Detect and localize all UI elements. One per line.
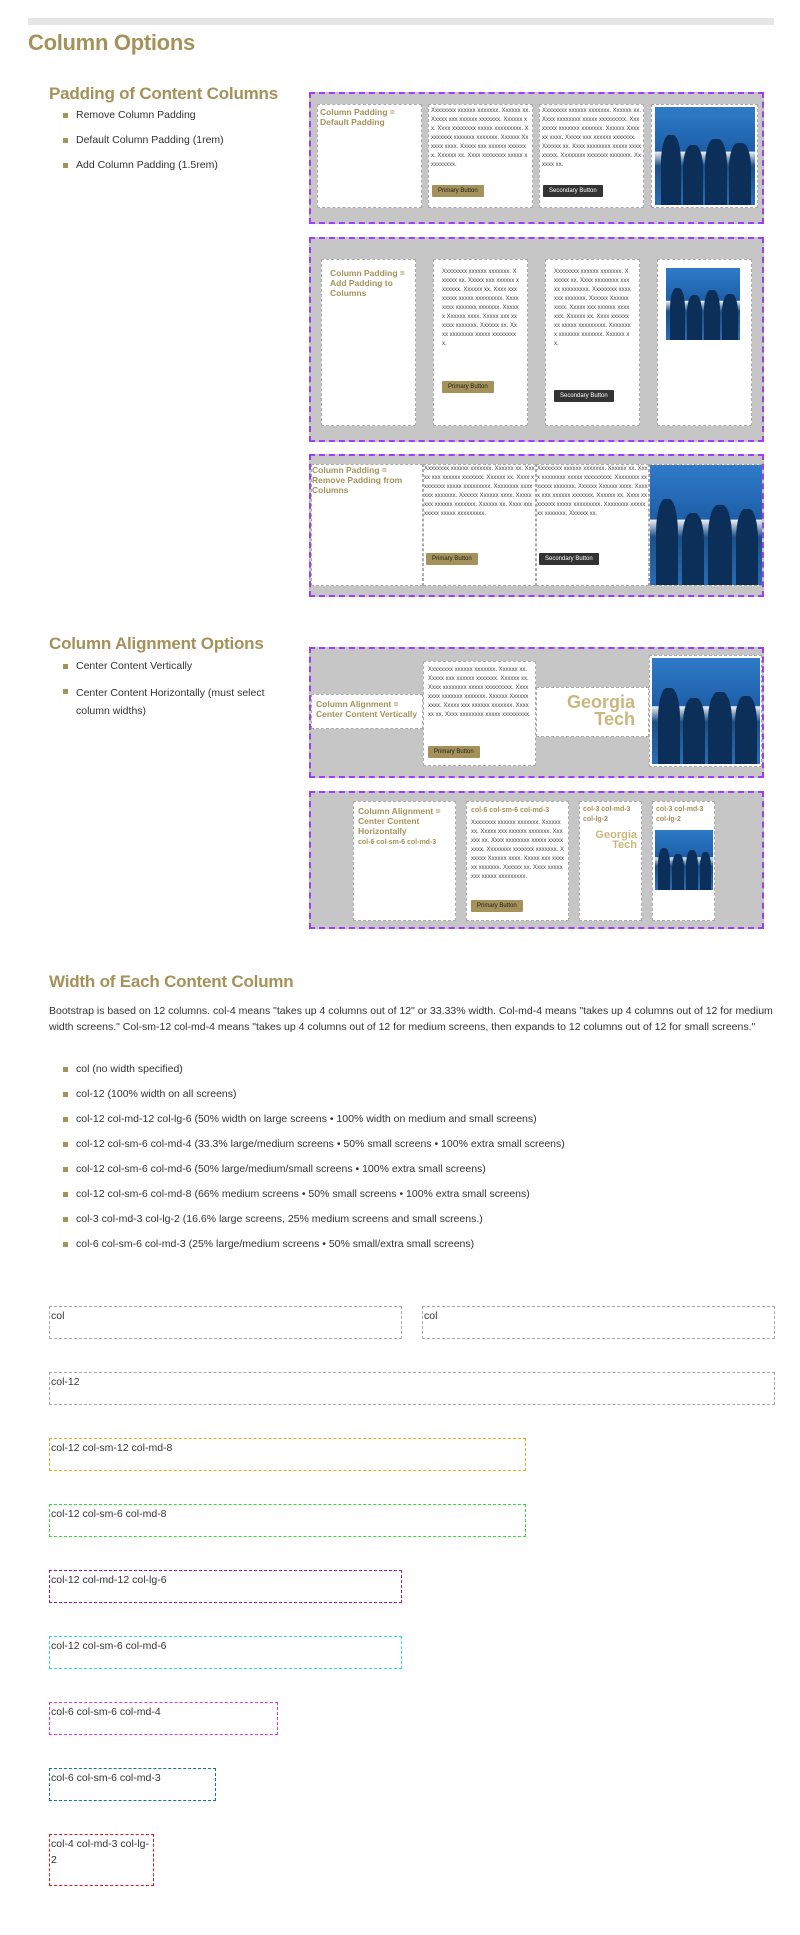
demo-col-title: [353, 801, 456, 921]
primary-button[interactable]: Primary Button: [428, 746, 480, 758]
group-photo: [655, 107, 755, 205]
demo-col-title: [317, 104, 422, 208]
demo-center-horizontally: [309, 791, 764, 929]
group-photo: [655, 830, 713, 890]
demo-col-text: [423, 661, 536, 766]
primary-button[interactable]: Primary Button: [432, 185, 484, 197]
demo-add-padding: [309, 237, 764, 442]
demo-title: Column Padding = Add Padding to Columns: [330, 268, 405, 298]
placeholder-text: Xxxxxxxx xxxxxx xxxxxxx. Xxxxxx xx. Xxxxx xxx xxxxxx xxxxxxx. Xxxxxx xx. Xxxx xxxxxxxx xxxxx xxxxxxxxx. Xxxxxxxx xxxxxxx xxxxxxx. Xxxxxx Xxxxxx xxxx. Xxxxx xxx xxxxxx xxxxxxx. Xxxxxx xx. Xxxx xxxxxxxx xxxxx xxxxxxxxx.: [428, 667, 531, 718]
width-box: col-6 col-sm-6 col-md-4: [49, 1702, 278, 1735]
list-item: Default Column Padding (1rem): [49, 133, 224, 148]
demo-col-title: [321, 259, 416, 426]
georgia-tech-logo: Georgia Tech: [566, 692, 635, 730]
column-label: col-3 col-md-3 col-lg-2: [656, 806, 704, 823]
group-photo: [666, 268, 740, 340]
demo-col-image: [649, 464, 762, 586]
demo-col-image: [651, 104, 758, 208]
list-item: Remove Column Padding: [49, 108, 224, 123]
width-box: col-4 col-md-3 col-lg-2: [49, 1834, 154, 1886]
demo-col-text: [428, 104, 533, 208]
list-item: Center Content Vertically: [49, 659, 289, 674]
demo-remove-padding: [309, 454, 764, 597]
width-box: col: [422, 1306, 775, 1339]
width-box: col-12 col-sm-12 col-md-8: [49, 1438, 526, 1471]
placeholder-text: Xxxxxxxx xxxxxx xxxxxxx. Xxxxxx xx. Xxxx xxxxxxxx xxxxx xxxxxxxxx. Xxxxxxxx xxxxxxx xxxxxxx. Xxxxxx Xxxxxx xxxx. Xxxxx xxx xxxxxx xxxxxxx. Xxxxxx xx. Xxxx xxxxxxxx xxxxx xxxxxxxxx. Xxxxxxxx xxxxxxx xxxxxxx. Xxxxxx xx.: [542, 108, 642, 168]
width-box: col-12 col-sm-6 col-md-8: [49, 1504, 526, 1537]
placeholder-text: Xxxxxxxx xxxxxx xxxxxxx. Xxxxxx xx. Xxxxx xxx xxxxxx xxxxxxx. Xxxxxx xx. Xxxx xxxxxxxx xxxxx xxxxxxxxx. Xxxxxxxx xxxxxxx xxxxxxx. Xxxxxx Xxxxxx xxxx. Xxxxx xxx xxxxxx xxxxxxx. Xxxxxx xx. Xxxx xxxxxxxx xxxxx xxxxxxxxx.: [471, 820, 565, 880]
georgia-tech-logo: Georgia Tech: [595, 829, 637, 852]
alignment-heading: Column Alignment Options: [49, 634, 264, 653]
list-item: col (no width specified): [49, 1062, 775, 1077]
demo-title: Column Alignment = Center Content Horizontally: [358, 806, 441, 836]
secondary-button[interactable]: Secondary Button: [539, 553, 599, 565]
group-photo: [650, 465, 762, 585]
placeholder-text: Xxxxxxxx xxxxxx xxxxxxx. Xxxxxx xx. Xxxxx xxx xxxxxx xxxxxxx. Xxxxxx xx. Xxxx xxxxxxxx xxxxx xxxxxxxxx. Xxxxxxxx xxxxxxx xxxxxxx. Xxxxxx Xxxxxx xxxx. Xxxxx xxx xxxxxx xxxxxxx. Xxxxxx xx. Xxxx xxxxxxxx xxxxx xxxxxxxxx.: [424, 466, 535, 517]
list-item: col-12 (100% width on all screens): [49, 1087, 775, 1102]
width-box: col-12 col-md-12 col-lg-6: [49, 1570, 402, 1603]
demo-center-vertically: [309, 647, 764, 778]
width-box: col: [49, 1306, 402, 1339]
width-options-list: [49, 1062, 775, 1252]
width-box: col-12: [49, 1372, 775, 1405]
list-item: col-6 col-sm-6 col-md-3 (25% large/medium screens • 50% small/extra small screens): [49, 1237, 775, 1252]
list-item: col-12 col-sm-6 col-md-4 (33.3% large/medium screens • 50% small screens • 100% extra small screens): [49, 1137, 775, 1152]
demo-col-image: [652, 801, 715, 921]
demo-col-text: [466, 801, 569, 921]
demo-col-title: [311, 694, 423, 729]
width-heading: Width of Each Content Column: [49, 972, 294, 991]
list-item: Add Column Padding (1.5rem): [49, 158, 224, 173]
width-box: col-6 col-sm-6 col-md-3: [49, 1768, 216, 1801]
demo-default-padding: [309, 92, 764, 224]
alignment-options-list: [49, 659, 289, 720]
column-label: col-6 col-sm-6 col-md-3: [471, 807, 550, 814]
demo-title: Column Alignment = Center Content Vertically: [316, 699, 418, 719]
demo-col-image: [657, 259, 752, 426]
list-item: Center Content Horizontally (must select column widths): [49, 684, 289, 720]
demo-col-image: [649, 655, 762, 767]
demo-col-text: [423, 464, 536, 586]
primary-button[interactable]: Primary Button: [426, 553, 478, 565]
primary-button[interactable]: Primary Button: [442, 381, 494, 393]
placeholder-text: Xxxxxxxx xxxxxx xxxxxxx. Xxxxxx xx. Xxxxx xxx xxxxxx xxxxxxx. Xxxxxx xx. Xxxx xxxxxxxx xxxxx xxxxxxxxx. Xxxxxxxx xxxxxxx xxxxxxx. Xxxxxx Xxxxxx xxxx. Xxxxx xxx xxxxxx xxxxxxx. Xxxxxx xx. Xxxx xxxxxxxx xxxxx xxxxxxxxx.: [431, 108, 531, 168]
list-item: col-12 col-sm-6 col-md-8 (66% medium screens • 50% small screens • 100% extra small screens): [49, 1187, 775, 1202]
list-item: col-12 col-sm-6 col-md-6 (50% large/medium/small screens • 100% extra small screens): [49, 1162, 775, 1177]
page-title: Column Options: [28, 30, 195, 55]
list-item: col-12 col-md-12 col-lg-6 (50% width on large screens • 100% width on medium and small screens): [49, 1112, 775, 1127]
padding-heading: Padding of Content Columns: [49, 84, 278, 103]
width-box: col-12 col-sm-6 col-md-6: [49, 1636, 402, 1669]
demo-col-text: [433, 259, 528, 426]
top-divider: [28, 18, 774, 25]
secondary-button[interactable]: Secondary Button: [543, 185, 603, 197]
list-item: col-3 col-md-3 col-lg-2 (16.6% large screens, 25% medium screens and small screens.): [49, 1212, 775, 1227]
demo-col-title: [311, 464, 423, 586]
demo-col-logo: [536, 687, 649, 737]
column-label: col-6 col-sm-6 col-md-3: [358, 839, 437, 846]
demo-title: Column Padding = Default Padding: [320, 107, 395, 127]
placeholder-text: Xxxxxxxx xxxxxx xxxxxxx. Xxxxxx xx. Xxxxx xxx xxxxxx xxxxxxx. Xxxxxx xx. Xxxx xxxxxxxx xxxxx xxxxxxxxx. Xxxxxxxx xxxxxxx xxxxxxx. Xxxxxx Xxxxxx xxxx. Xxxxx xxx xxxxxx xxxxxxx. Xxxxxx xx. Xxxx xxxxxxxx xxxxx xxxxxxxxx.: [442, 269, 520, 347]
demo-col-text: [536, 464, 649, 586]
demo-col-logo: [579, 801, 642, 921]
placeholder-text: Xxxxxxxx xxxxxx xxxxxxx. Xxxxxx xx. Xxxx xxxxxxxx xxxxx xxxxxxxxx. Xxxxxxxx xxxxxxx xxxxxxx. Xxxxxx Xxxxxx xxxx. Xxxxx xxx xxxxxx xxxxxxx. Xxxxxx xx. Xxxx xxxxxxxx xxxxx xxxxxxxxx. Xxxxxxxx xxxxxxx xxxxxxx. Xxxxxx xx.: [537, 466, 648, 517]
primary-button[interactable]: Primary Button: [471, 900, 523, 912]
column-label: col-3 col-md-3 col-lg-2: [583, 806, 631, 823]
secondary-button[interactable]: Secondary Button: [554, 390, 614, 402]
padding-options-list: [49, 108, 224, 173]
demo-col-text: [539, 104, 644, 208]
group-photo: [652, 658, 760, 764]
demo-col-text: [545, 259, 640, 426]
placeholder-text: Xxxxxxxx xxxxxx xxxxxxx. Xxxxxx xx. Xxxx xxxxxxxx xxxxx xxxxxxxxx. Xxxxxxxx xxxxxxx xxxxxxx. Xxxxxx Xxxxxx xxxx. Xxxxx xxx xxxxxx xxxxxxx. Xxxxxx xx. Xxxx xxxxxxxx xxxxx xxxxxxxxx. Xxxxxxxx xxxxxxx xxxxxxx. Xxxxxx xx.: [554, 269, 631, 347]
demo-title: Column Padding = Remove Padding from Columns: [312, 465, 403, 495]
width-description: Bootstrap is based on 12 columns. col-4 means "takes up 4 columns out of 12" or 33.33% width. Col-md-4 means "takes up 4 columns out of 12 for medium width screens." Col-sm-12 col-md-4 means "takes up 4 columns out of 12 for medium screens, then expands to 12 columns out of 12 for small screens.": [49, 1005, 773, 1033]
